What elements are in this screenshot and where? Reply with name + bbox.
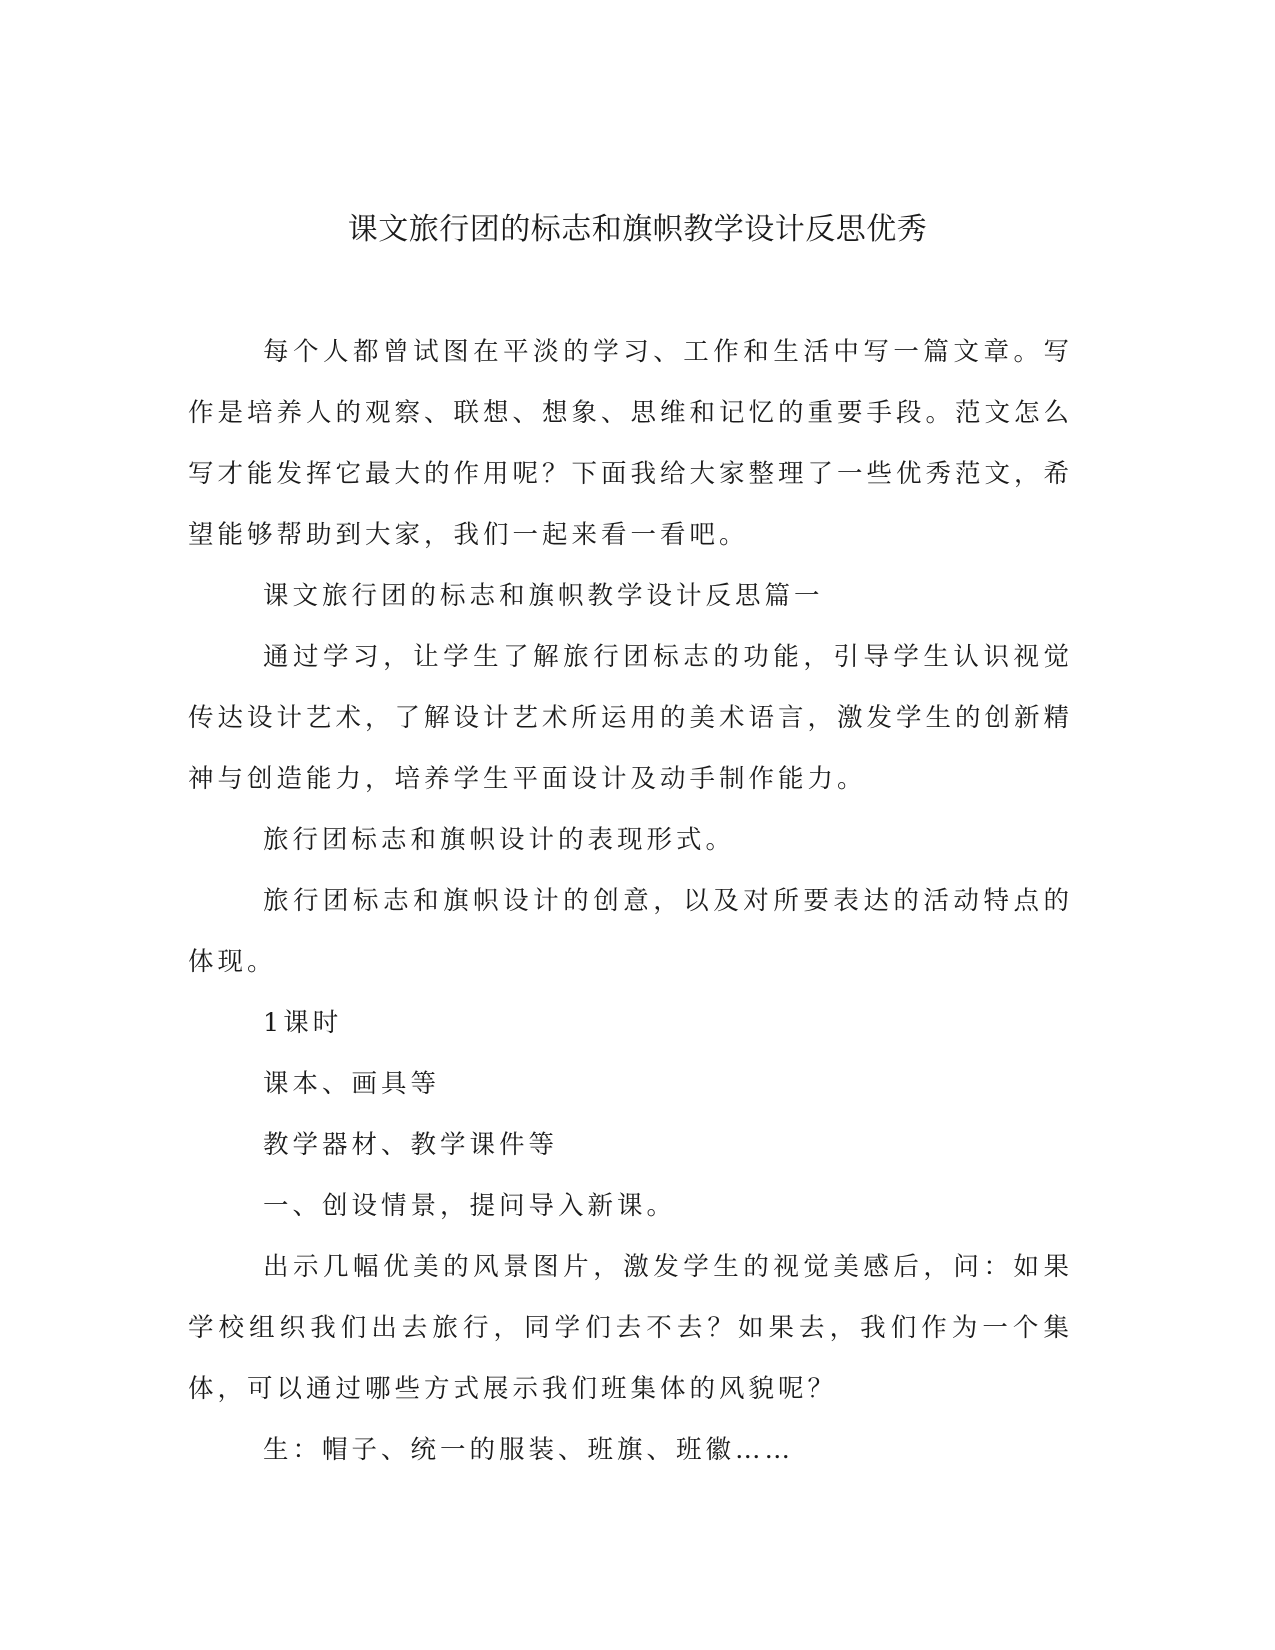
paragraph-objectives: 通过学习，让学生了解旅行团标志的功能，引导学生认识视觉传达设计艺术，了解设计艺术所运用的美术语言，激发学生的创新精神与创造能力，培养学生平面设计及动手制作能力。: [188, 642, 1074, 794]
paragraph-scenario: 出示几幅优美的风景图片，激发学生的视觉美感后，问：如果学校组织我们出去旅行，同学们去不去？如果去，我们作为一个集体，可以通过哪些方式展示我们班集体的风貌呢？: [188, 1252, 1073, 1404]
page-title: 课文旅行团的标志和旗帜教学设计反思优秀: [347, 212, 928, 247]
paragraph-key-point: 旅行团标志和旗帜设计的表现形式。: [263, 825, 736, 855]
section-heading: 课文旅行团的标志和旗帜教学设计反思篇一: [263, 581, 824, 611]
paragraph-intro: 每个人都曾试图在平淡的学习、工作和生活中写一篇文章。写作是培养人的观察、联想、想象、思维和记忆的重要手段。范文怎么写才能发挥它最大的作用呢？下面我给大家整理了一些优秀范文，希望能够帮助到大家，我们一起来看一看吧。: [188, 337, 1074, 550]
paragraph-difficulty: 旅行团标志和旗帜设计的创意，以及对所要表达的活动特点的体现。: [188, 886, 1073, 977]
paragraph-student-materials: 课本、画具等: [263, 1069, 441, 1099]
paragraph-duration: 1课时: [263, 1008, 343, 1038]
paragraph-step-one: 一、创设情景，提问导入新课。: [263, 1191, 677, 1221]
paragraph-student-answer: 生：帽子、统一的服装、班旗、班徽……: [263, 1435, 795, 1465]
paragraph-teacher-materials: 教学器材、教学课件等: [263, 1130, 559, 1160]
document-body: [188, 322, 1073, 1481]
